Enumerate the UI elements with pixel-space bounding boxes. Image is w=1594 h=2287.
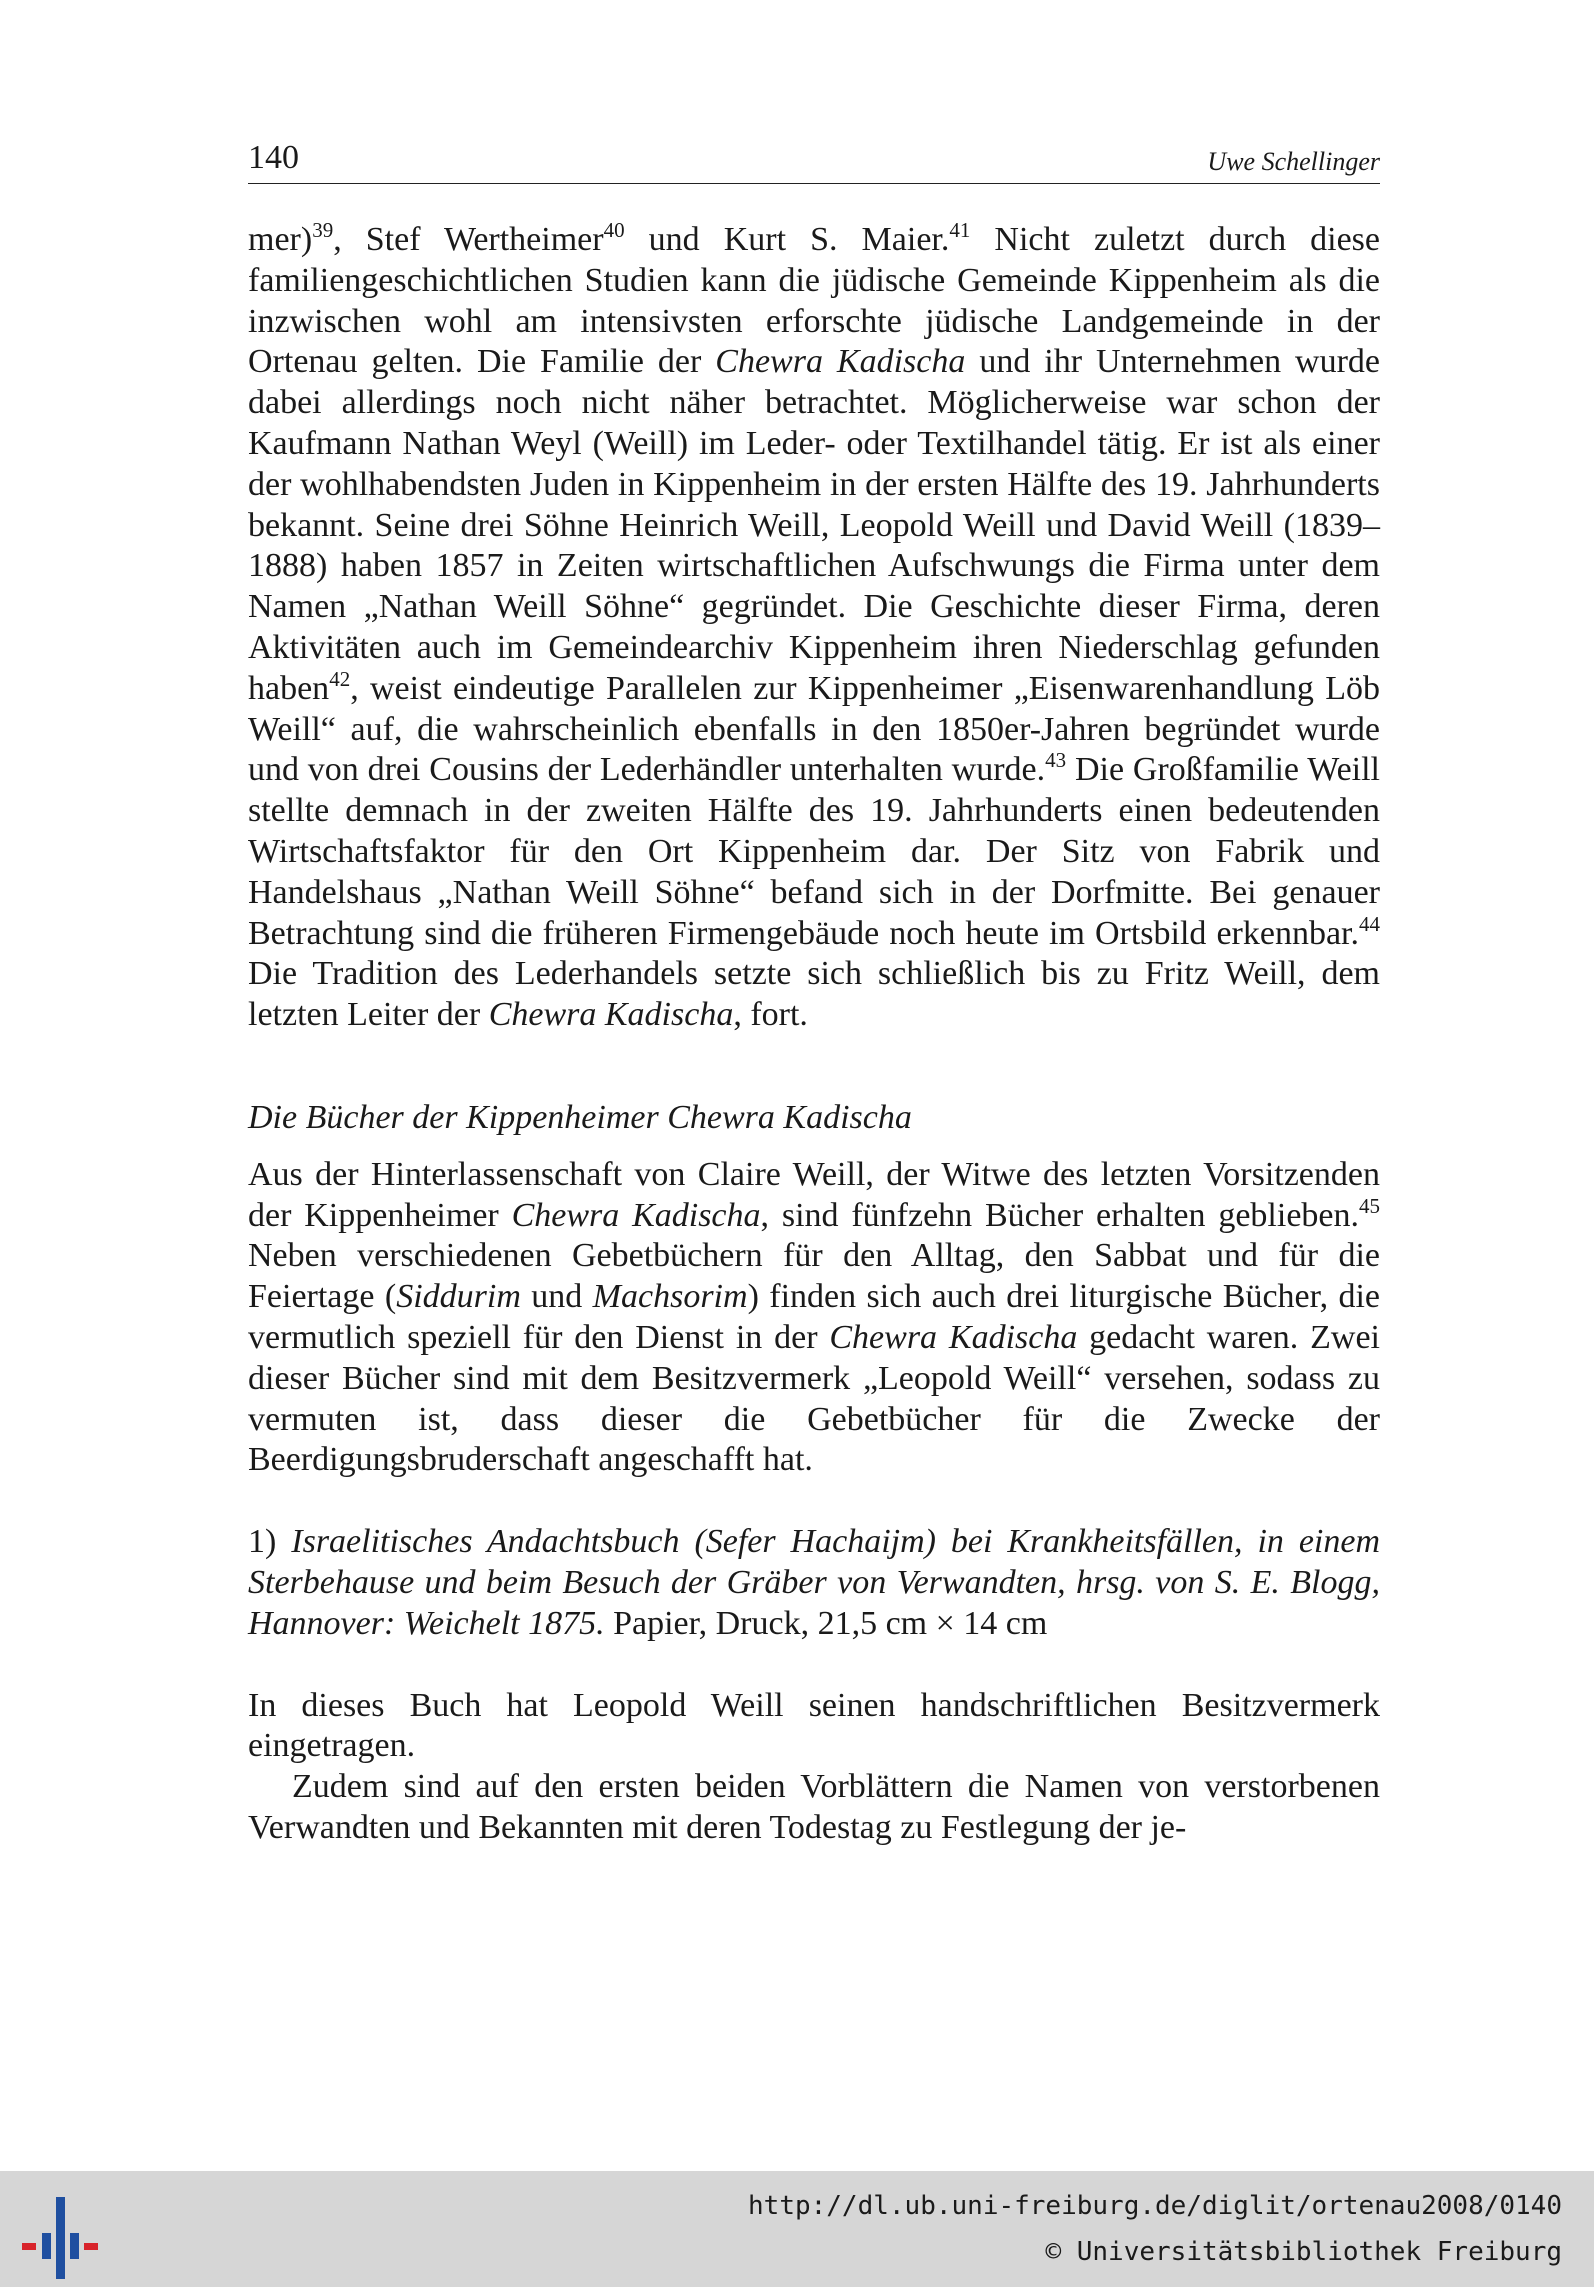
paragraph-3: In dieses Buch hat Leopold Weill seinen handschriftlichen Besitzvermerk eingetragen. (248, 1686, 1380, 1765)
source-url-link[interactable]: http://dl.ub.uni-freiburg.de/diglit/ortenau2008/0140 (748, 2191, 1562, 2221)
logo-blue-left (42, 2233, 51, 2259)
footer-bar (0, 2171, 1594, 2287)
logo-blue-center (56, 2197, 65, 2279)
ub-freiburg-logo (20, 2191, 100, 2281)
book-title: Israelitisches Andachtsbuch (Sefer Hachaijm) bei Krankheitsfällen, in einem Sterbehause und beim Besuch der Gräber von Verwandten, hrsg. von S. E. Blogg, Hannover: Weichelt 1875. (248, 1523, 1380, 1642)
footnote-ref-42: 42 (329, 666, 351, 691)
footnote-ref-39: 39 (312, 218, 334, 242)
section-heading: Die Bücher der Kippenheimer Chewra Kadischa (248, 1098, 912, 1136)
paragraph-4: Zudem sind auf den ersten beiden Vorblättern die Namen von verstorbenen Verwandten und Bekannten mit deren Todestag zu Festlegung der je- (248, 1768, 1380, 1846)
footnote-ref-41: 41 (949, 218, 971, 242)
footnote-ref-45: 45 (1359, 1193, 1380, 1218)
logo-red-right (84, 2243, 98, 2250)
paragraph-1: mer)$^{39}$, Stef Wertheimer$^{40}$ und Kurt S. Maier.$^{41}$ Nicht zuletzt durch diese familiengeschichtlichen Studien kann die jüdische Gemeinde Kippenheim als die inzwischen wohl am intensivsten erforschte jüdische Landgemeinde in der Ortenau gelten. Die Familie der Chewra Kadischa und ihr Unternehmen wurde dabei allerdings noch nicht näher betrachtet. Möglicherweise war schon der Kaufmann Nathan Weyl (Weill) im Leder- oder Textilhandel tätig. Er ist als einer der wohlhabendsten Juden in Kippenheim in der ersten Hälfte des 19. Jahrhunderts bekannt. Seine drei Söhne Heinrich Weill, Leopold Weill und David Weill (1839–1888) haben 1857 in Zeiten wirtschaftlichen Aufschwungs die Firma unter dem Namen „Nathan Weill Söhne“ gegründet. Die Geschichte dieser Firma, deren Aktivitäten auch im Gemeindearchiv Kippenheim ihren Niederschlag gefunden haben$^{42}$, weist eindeutige Parallelen zur Kippenheimer „Eisenwarenhandlung Löb Weill“ auf, die wahrscheinlich ebenfalls in den 1850er-Jahren begründet wurde und von drei Cousins der Lederhändler unterhalten wurde.$^{43}$ Die Großfamilie Weill stellte demnach in der zweiten Hälfte des 19. Jahrhunderts einen bedeutenden Wirtschaftsfaktor für den Ort Kippenheim dar. Der Sitz von Fabrik und Handelshaus „Nathan Weill Söhne“ befand sich in der Dorfmitte. Bei genauer Betrachtung sind die früheren Firmengebäude noch heute im Ortsbild erkennbar.$^{44}$ Die Tradition des Lederhandels setzte sich schließlich bis zu Fritz Weill, dem letzten Leiter der Chewra Kadischa, fort. (248, 218, 1381, 1034)
footnote-ref-44: 44 (1359, 911, 1380, 936)
footnote-ref-40: 40 (603, 218, 625, 242)
copyright-notice: © Universitätsbibliothek Freiburg (1045, 2237, 1562, 2267)
logo-red-left (22, 2243, 36, 2250)
book-entry-1: 1) Israelitisches Andachtsbuch (Sefer Hachaijm) bei Krankheitsfällen, in einem Sterbehause und beim Besuch der Gräber von Verwandten, hrsg. von S. E. Blogg, Hannover: Weichelt 1875. Papier, Druck, 21,5 cm × 14 cm (248, 1523, 1380, 1642)
book-description: Papier, Druck, 21,5 cm × 14 cm (604, 1604, 1048, 1642)
paragraph-2: Aus der Hinterlassenschaft von Claire Weill, der Witwe des letzten Vorsitzenden der Kippenheimer Chewra Kadischa, sind fünfzehn Bücher erhalten geblieben.$^{45}$ Neben verschiedenen Gebetbüchern für den Alltag, den Sabbat und für die Feiertage (Siddurim und Machsorim) finden sich auch drei liturgische Bücher, die vermutlich speziell für den Dienst in der Chewra Kadischa gedacht waren. Zwei dieser Bücher sind mit dem Besitzvermerk „Leopold Weill“ versehen, sodass zu vermuten ist, dass dieser die Gebetbücher für die Zwecke der Beerdigungsbruderschaft angeschafft hat. (248, 1155, 1381, 1479)
logo-blue-right (70, 2233, 79, 2259)
page-number: 140 (248, 139, 299, 176)
running-head-author: Uwe Schellinger (1207, 147, 1380, 176)
footnote-ref-43: 43 (1045, 748, 1067, 773)
running-header (248, 137, 1380, 184)
body-text (248, 220, 1380, 1849)
